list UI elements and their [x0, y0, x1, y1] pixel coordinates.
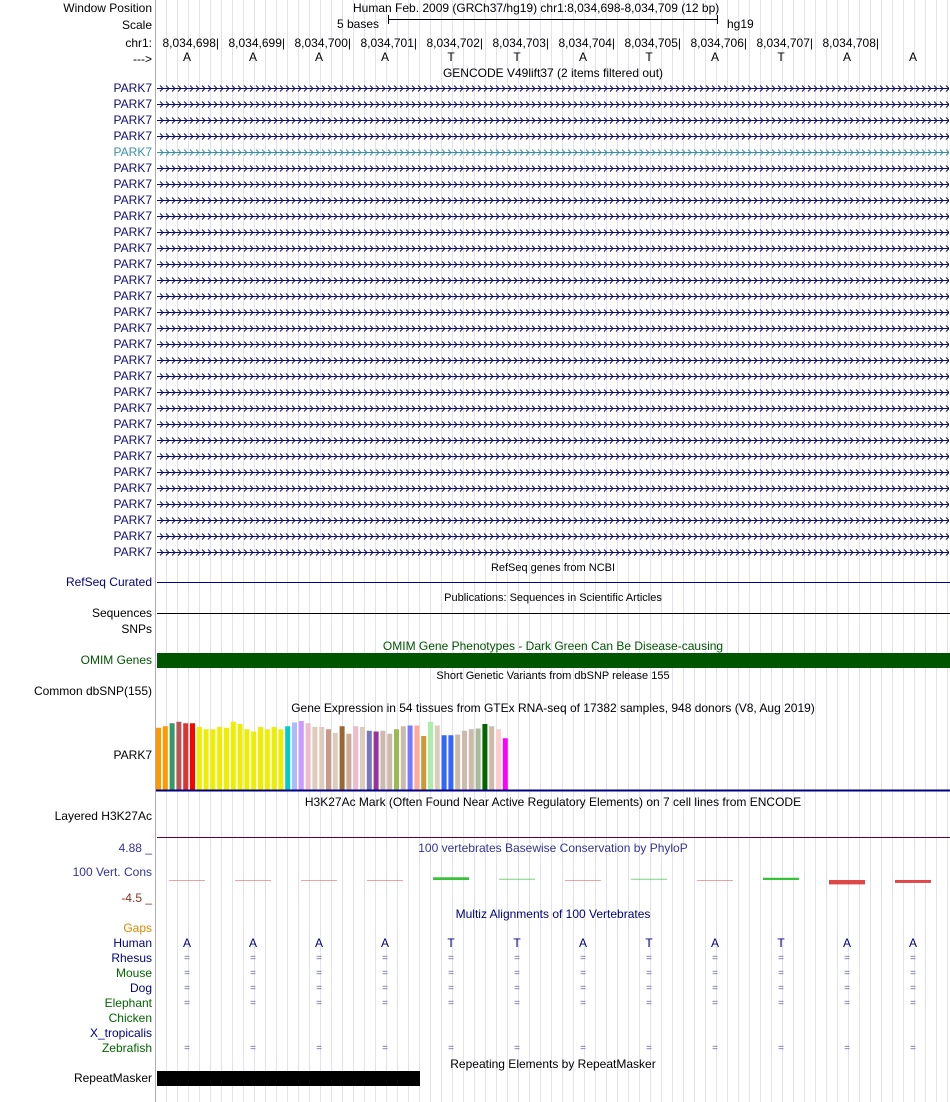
ruler-position: 8,034,699|	[228, 36, 285, 50]
gtex-tissue-bar	[333, 733, 338, 790]
multiz-base: T	[777, 936, 785, 950]
gtex-tissue-bar	[170, 723, 175, 790]
multiz-match: =	[448, 998, 454, 1009]
gtex-tissue-bar	[197, 727, 202, 790]
gencode-transcript-line[interactable]	[157, 484, 949, 493]
gencode-transcript-label[interactable]: PARK7	[113, 209, 152, 223]
gtex-tissue-bar	[503, 738, 508, 790]
phylop-track-label[interactable]: 100 Vert. Cons	[72, 865, 152, 879]
multiz-species-label[interactable]: Chicken	[108, 1011, 152, 1025]
gencode-transcript-label[interactable]: PARK7	[113, 193, 152, 207]
snps-track-label[interactable]: SNPs	[121, 622, 152, 636]
gencode-transcript-line[interactable]	[157, 276, 949, 285]
multiz-match: =	[646, 1043, 652, 1054]
multiz-match: =	[910, 983, 916, 994]
gtex-tissue-bar	[299, 721, 304, 790]
sequence-base: A	[314, 50, 323, 64]
gencode-transcript-label[interactable]: PARK7	[113, 97, 152, 111]
gencode-transcript-label[interactable]: PARK7	[113, 145, 152, 159]
gtex-tissue-bar	[285, 726, 290, 790]
gtex-tissue-bar	[482, 724, 487, 790]
multiz-species-label[interactable]: Human	[113, 936, 152, 950]
gencode-transcript-label[interactable]: PARK7	[113, 289, 152, 303]
phylop-track-title: 100 vertebrates Basewise Conservation by PhyloP	[418, 841, 688, 855]
gtex-tissue-bar	[374, 732, 379, 791]
multiz-match: =	[382, 983, 388, 994]
gtex-tissue-bar	[380, 731, 385, 790]
gencode-transcript-line[interactable]	[157, 244, 949, 253]
phylop-score-mark	[235, 880, 271, 881]
gtex-tissue-bar	[319, 727, 324, 790]
gencode-transcript-label[interactable]: PARK7	[113, 497, 152, 511]
gencode-transcript-line[interactable]	[157, 164, 949, 173]
multiz-match: =	[778, 983, 784, 994]
gencode-transcript-label[interactable]: PARK7	[113, 417, 152, 431]
gencode-transcript-line[interactable]	[157, 532, 949, 541]
ruler-position: 8,034,706|	[690, 36, 747, 50]
multiz-species-label[interactable]: Zebrafish	[101, 1041, 152, 1055]
gtex-tissue-bar	[258, 727, 263, 790]
gencode-transcript-line[interactable]	[157, 324, 949, 333]
multiz-base: A	[248, 936, 257, 950]
gencode-transcript-label[interactable]: PARK7	[113, 305, 152, 319]
gtex-tissue-bar	[224, 728, 229, 790]
multiz-match: =	[646, 968, 652, 979]
multiz-species-label[interactable]: Rhesus	[111, 951, 152, 965]
multiz-match: =	[844, 983, 850, 994]
sequence-base: A	[380, 50, 389, 64]
multiz-match: =	[844, 998, 850, 1009]
gencode-transcript-line[interactable]	[157, 132, 949, 141]
gencode-transcript-line[interactable]	[157, 212, 949, 221]
gencode-transcript-line[interactable]	[157, 180, 949, 189]
gtex-tissue-bar	[251, 732, 256, 791]
multiz-match: =	[316, 953, 322, 964]
window-position-label[interactable]: Window Position	[63, 1, 152, 15]
multiz-match: =	[382, 998, 388, 1009]
multiz-match: =	[778, 998, 784, 1009]
multiz-match: =	[580, 1043, 586, 1054]
multiz-species-label[interactable]: Elephant	[104, 996, 152, 1010]
multiz-match: =	[316, 983, 322, 994]
multiz-base: T	[513, 936, 521, 950]
ruler-position: 8,034,702|	[426, 36, 483, 50]
multiz-match: =	[316, 1043, 322, 1054]
multiz-species-label[interactable]: X_tropicalis	[89, 1026, 152, 1040]
scale-label[interactable]: Scale	[121, 18, 152, 32]
multiz-match: =	[712, 983, 718, 994]
multiz-match: =	[250, 968, 256, 979]
gtex-tissue-bar	[272, 727, 277, 790]
multiz-match: =	[316, 968, 322, 979]
gencode-transcript-label[interactable]: PARK7	[113, 337, 152, 351]
gtex-tissue-bar	[156, 728, 161, 790]
gencode-transcript-line[interactable]	[157, 500, 949, 509]
phylop-score-mark	[829, 880, 865, 884]
multiz-match: =	[646, 998, 652, 1009]
phylop-score-mark	[763, 878, 799, 880]
omim-gene-bar[interactable]	[157, 653, 950, 668]
gencode-transcript-label[interactable]: PARK7	[113, 401, 152, 415]
multiz-base: A	[908, 936, 917, 950]
gencode-transcript-line[interactable]	[157, 388, 949, 397]
gencode-transcript-line[interactable]	[157, 196, 949, 205]
gtex-tissue-bar	[306, 723, 311, 790]
gencode-transcript-label[interactable]: PARK7	[113, 529, 152, 543]
multiz-match: =	[382, 968, 388, 979]
phylop-score-mark	[169, 880, 205, 881]
multiz-match: =	[580, 953, 586, 964]
multiz-match: =	[184, 968, 190, 979]
gencode-transcript-line[interactable]	[157, 340, 949, 349]
phylop-score-mark	[895, 880, 931, 883]
ruler-position: 8,034,708|	[822, 36, 879, 50]
phylop-score-mark	[301, 880, 337, 881]
gtex-tissue-bar	[312, 727, 317, 790]
gtex-tissue-bar	[326, 729, 331, 790]
multiz-match: =	[514, 953, 520, 964]
multiz-base: A	[182, 936, 191, 950]
strand-label[interactable]: --->	[133, 52, 152, 66]
gtex-track-title: Gene Expression in 54 tissues from GTEx RNA-seq of 17382 samples, 948 donors (V8, Aug 2019)	[291, 701, 815, 715]
sequence-base: A	[710, 50, 719, 64]
gencode-transcript-label[interactable]: PARK7	[113, 241, 152, 255]
multiz-match: =	[646, 983, 652, 994]
scale-bar	[388, 19, 718, 20]
assembly-title: Human Feb. 2009 (GRCh37/hg19) chr1:8,034,698-8,034,709 (12 bp)	[353, 1, 720, 15]
gtex-tissue-bar	[394, 729, 399, 790]
gtex-tissue-bar	[163, 726, 168, 790]
publications-track-label[interactable]: Sequences	[91, 606, 152, 620]
multiz-gaps-label[interactable]: Gaps	[123, 921, 152, 935]
ruler-position: 8,034,705|	[624, 36, 681, 50]
gencode-transcript-label[interactable]: PARK7	[113, 273, 152, 287]
gtex-tissue-bar	[469, 729, 474, 790]
multiz-match: =	[250, 1043, 256, 1054]
gencode-transcript-line[interactable]	[157, 452, 949, 461]
gtex-tissue-bar	[387, 734, 392, 790]
gtex-expression-chart[interactable]	[0, 700, 950, 795]
chrom-label[interactable]: chr1:	[125, 36, 152, 50]
gtex-tissue-bar	[346, 734, 351, 790]
multiz-match: =	[844, 968, 850, 979]
dbsnp-track-label[interactable]: Common dbSNP(155)	[33, 684, 152, 698]
gtex-tissue-bar	[176, 722, 181, 790]
multiz-species-label[interactable]: Dog	[129, 981, 152, 995]
multiz-match: =	[448, 1043, 454, 1054]
sequence-base: T	[645, 50, 653, 64]
repeatmasker-track-label[interactable]: RepeatMasker	[73, 1071, 152, 1085]
gtex-tissue-bar	[414, 726, 419, 791]
multiz-match: =	[514, 998, 520, 1009]
gtex-tissue-bar	[353, 726, 358, 790]
gtex-tissue-bar	[244, 729, 249, 790]
gencode-transcript-label[interactable]: PARK7	[113, 449, 152, 463]
gencode-transcript-line[interactable]	[157, 116, 949, 125]
gencode-track-title: GENCODE V49lift37 (2 items filtered out)	[442, 66, 664, 80]
gtex-tissue-bar	[448, 735, 453, 790]
gencode-transcript-label[interactable]: PARK7	[113, 465, 152, 479]
gtex-tissue-bar	[421, 736, 426, 790]
gtex-tissue-bar	[183, 723, 188, 790]
ruler-position: 8,034,700|	[294, 36, 351, 50]
gtex-tissue-bar	[455, 735, 460, 791]
multiz-match: =	[712, 1043, 718, 1054]
multiz-match: =	[712, 998, 718, 1009]
gencode-transcript-line[interactable]	[157, 404, 949, 413]
gencode-transcript-line[interactable]	[157, 292, 949, 301]
gencode-transcript-line[interactable]	[157, 308, 949, 317]
multiz-species-label[interactable]: Mouse	[115, 966, 152, 980]
multiz-match: =	[448, 968, 454, 979]
gtex-tissue-bar	[428, 722, 433, 790]
multiz-match: =	[778, 968, 784, 979]
gtex-tissue-bar	[489, 726, 494, 790]
h3k27ac-baseline	[157, 837, 950, 838]
multiz-match: =	[250, 998, 256, 1009]
gencode-transcript-line[interactable]	[157, 260, 949, 269]
refseq-track-label[interactable]: RefSeq Curated	[65, 575, 152, 589]
sequence-base: A	[908, 50, 917, 64]
multiz-match: =	[646, 953, 652, 964]
publications-track-title: Publications: Sequences in Scientific Articles	[444, 592, 662, 604]
multiz-match: =	[910, 1043, 916, 1054]
gtex-tissue-bar	[217, 727, 222, 790]
h3k27ac-track-label[interactable]: Layered H3K27Ac	[54, 809, 152, 823]
gencode-transcript-line[interactable]	[157, 228, 949, 237]
multiz-match: =	[580, 983, 586, 994]
gtex-gene-label[interactable]: PARK7	[113, 748, 152, 762]
gencode-transcript-line[interactable]	[157, 148, 949, 157]
refseq-track-title: RefSeq genes from NCBI	[490, 562, 616, 574]
ruler-position: 8,034,707|	[756, 36, 813, 50]
phylop-score-mark	[631, 879, 667, 880]
scale-bar-left-tick	[388, 15, 389, 24]
gtex-tissue-bar	[340, 726, 345, 790]
phylop-max-label: 4.88 _	[118, 841, 152, 855]
omim-track-title: OMIM Gene Phenotypes - Dark Green Can Be Disease-causing	[382, 639, 724, 653]
multiz-match: =	[910, 953, 916, 964]
multiz-match: =	[382, 953, 388, 964]
gencode-transcript-label[interactable]: PARK7	[113, 81, 152, 95]
sequence-base: T	[513, 50, 521, 64]
phylop-chart[interactable]	[0, 855, 950, 905]
gtex-tissue-bar	[210, 729, 215, 790]
multiz-base: A	[842, 936, 851, 950]
gencode-transcript-line[interactable]	[157, 468, 949, 477]
multiz-match: =	[250, 983, 256, 994]
repeatmasker-element[interactable]	[157, 1071, 420, 1086]
gencode-transcript-label[interactable]: PARK7	[113, 513, 152, 527]
multiz-base: T	[645, 936, 653, 950]
gtex-tissue-bar	[231, 722, 236, 790]
multiz-match: =	[448, 983, 454, 994]
multiz-match: =	[382, 1043, 388, 1054]
multiz-match: =	[514, 968, 520, 979]
multiz-match: =	[580, 968, 586, 979]
gencode-transcript-label[interactable]: PARK7	[113, 353, 152, 367]
multiz-match: =	[712, 968, 718, 979]
omim-track-label[interactable]: OMIM Genes	[80, 653, 152, 667]
gencode-transcript-line[interactable]	[157, 548, 949, 557]
sequence-base: A	[842, 50, 851, 64]
gencode-transcript-label[interactable]: PARK7	[113, 385, 152, 399]
gtex-tissue-bar	[442, 735, 447, 790]
phylop-min-label: -4.5 _	[121, 891, 152, 905]
phylop-score-mark	[697, 880, 733, 881]
sequence-base: A	[248, 50, 257, 64]
multiz-match: =	[514, 983, 520, 994]
multiz-match: =	[250, 953, 256, 964]
gtex-tissue-bar	[292, 723, 297, 791]
h3k27ac-track-title: H3K27Ac Mark (Often Found Near Active Regulatory Elements) on 7 cell lines from ENCODE	[304, 795, 802, 809]
gtex-tissue-bar	[360, 727, 365, 790]
multiz-match: =	[316, 998, 322, 1009]
dbsnp-track-title: Short Genetic Variants from dbSNP release 155	[436, 670, 670, 682]
gtex-tissue-bar	[190, 723, 195, 790]
gencode-transcript-line[interactable]	[157, 420, 949, 429]
gtex-tissue-bar	[204, 729, 209, 790]
multiz-match: =	[448, 953, 454, 964]
multiz-match: =	[184, 1043, 190, 1054]
multiz-match: =	[184, 983, 190, 994]
multiz-match: =	[184, 953, 190, 964]
gtex-tissue-bar	[367, 731, 372, 790]
gtex-tissue-bar	[476, 729, 481, 791]
multiz-match: =	[910, 998, 916, 1009]
gtex-tissue-bar	[278, 729, 283, 790]
phylop-score-mark	[433, 877, 469, 880]
multiz-base: A	[314, 936, 323, 950]
gencode-transcript-line[interactable]	[157, 84, 949, 93]
multiz-match: =	[778, 953, 784, 964]
gtex-tissue-bar	[265, 729, 270, 790]
ruler-position: 8,034,703|	[492, 36, 549, 50]
gtex-tissue-bar	[401, 726, 406, 790]
repeatmasker-track-title: Repeating Elements by RepeatMasker	[450, 1057, 656, 1071]
phylop-score-mark	[367, 880, 403, 881]
refseq-line[interactable]	[157, 582, 950, 583]
gencode-transcript-label[interactable]: PARK7	[113, 257, 152, 271]
gencode-transcript-label[interactable]: PARK7	[113, 113, 152, 127]
gencode-transcript-label[interactable]: PARK7	[113, 433, 152, 447]
multiz-match: =	[844, 953, 850, 964]
multiz-match: =	[910, 968, 916, 979]
sequence-base: A	[578, 50, 587, 64]
multiz-track-title: Multiz Alignments of 100 Vertebrates	[455, 907, 651, 921]
sequence-base: T	[777, 50, 785, 64]
gencode-transcript-label[interactable]: PARK7	[113, 177, 152, 191]
gtex-tissue-bar	[238, 724, 243, 790]
phylop-score-mark	[499, 879, 535, 880]
ruler-position: 8,034,698|	[162, 36, 219, 50]
sequence-base: A	[182, 50, 191, 64]
gtex-tissue-bar	[435, 726, 440, 791]
gencode-transcript-label[interactable]: PARK7	[113, 161, 152, 175]
gencode-transcript-label[interactable]: PARK7	[113, 321, 152, 335]
publications-line[interactable]	[157, 613, 950, 614]
multiz-match: =	[514, 1043, 520, 1054]
multiz-base: A	[380, 936, 389, 950]
scale-bar-right-tick	[717, 15, 718, 24]
ruler-position: 8,034,701|	[360, 36, 417, 50]
multiz-match: =	[184, 998, 190, 1009]
ruler-position: 8,034,704|	[558, 36, 615, 50]
gtex-tissue-bar	[496, 729, 501, 790]
multiz-match: =	[778, 1043, 784, 1054]
gtex-tissue-bar	[462, 731, 467, 790]
multiz-base: A	[710, 936, 719, 950]
gtex-tissue-bar	[408, 726, 413, 791]
gencode-transcript-line[interactable]	[157, 100, 949, 109]
scale-bar-text: 5 bases	[337, 17, 380, 31]
sequence-base: T	[447, 50, 455, 64]
gencode-transcript-label[interactable]: PARK7	[113, 481, 152, 495]
phylop-score-mark	[565, 880, 601, 881]
multiz-base: A	[578, 936, 587, 950]
gencode-transcript-label[interactable]: PARK7	[113, 129, 152, 143]
gencode-transcript-line[interactable]	[157, 436, 949, 445]
gencode-transcript-label[interactable]: PARK7	[113, 369, 152, 383]
gencode-transcript-line[interactable]	[157, 516, 949, 525]
db-label: hg19	[727, 17, 754, 31]
gencode-transcript-line[interactable]	[157, 372, 949, 381]
multiz-match: =	[844, 1043, 850, 1054]
multiz-match: =	[580, 998, 586, 1009]
gencode-transcript-label[interactable]: PARK7	[113, 225, 152, 239]
multiz-base: T	[447, 936, 455, 950]
multiz-match: =	[712, 953, 718, 964]
gencode-transcript-line[interactable]	[157, 356, 949, 365]
gencode-transcript-label[interactable]: PARK7	[113, 545, 152, 559]
